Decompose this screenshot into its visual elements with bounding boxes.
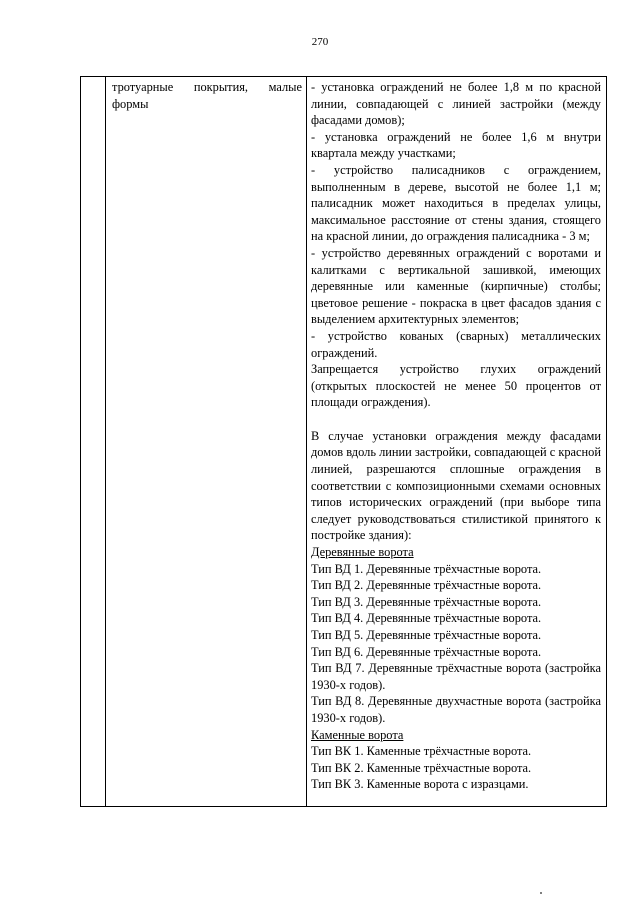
prohibition-text: Запрещается устройство глухих ограждений (открытых плоскостей не менее 50 процентов от площади ограждения). xyxy=(311,362,601,410)
list-item: - установка ограждений не более 1,8 м по красной линии, совпадающей с линией застройки (между фасадами домов); xyxy=(311,80,601,128)
content-cell xyxy=(307,77,607,807)
category-cell xyxy=(106,77,307,807)
list-item: - устройство палисадников с ограждением, выполненным в дереве, высотой не более 1,1 м; палисадник может находиться в пределах улицы, максимальное расстояние от стены здания, стоящего на красной линии, до ограждения палисадника - 3 м; xyxy=(311,162,601,244)
wooden-gates-heading: Деревянные ворота xyxy=(311,545,414,560)
list-item: Тип ВД 4. Деревянные трёхчастные ворота. xyxy=(311,611,542,626)
list-item: Тип ВК 1. Каменные трёхчастные ворота. xyxy=(311,744,532,759)
list-item: Тип ВД 2. Деревянные трёхчастные ворота. xyxy=(311,578,542,593)
page-number: 270 xyxy=(311,36,329,48)
list-item: Тип ВК 2. Каменные трёхчастные ворота. xyxy=(311,760,532,775)
list-item: Тип ВД 7. Деревянные трёхчастные ворота (застройка 1930-х годов). xyxy=(311,661,601,692)
list-item: Тип ВД 5. Деревянные трёхчастные ворота. xyxy=(311,628,542,642)
row-label: тротуарные покрытия, малые формы xyxy=(112,80,302,111)
list-item: Тип ВД 1. Деревянные трёхчастные ворота. xyxy=(311,561,542,576)
list-item: Тип ВК 3. Каменные ворота с изразцами. xyxy=(311,777,529,792)
list-item: Тип ВД 6. Деревянные трёхчастные ворота. xyxy=(311,644,542,659)
list-item: Тип ВД 8. Деревянные двухчастные ворота (застройка 1930-х годов). xyxy=(311,694,601,725)
spacer xyxy=(311,411,601,428)
stone-gates-heading: Каменные ворота xyxy=(311,727,404,742)
table-row xyxy=(81,77,607,807)
list-item: - установка ограждений не более 1,6 м внутри квартала между участками; xyxy=(311,129,601,161)
list-item: - устройство деревянных ограждений с воротами и калитками с вертикальной зашивкой, имеющих деревянные или каменные (кирпичные) столбы; цветовое решение - покраска в цвет фасадов здания с выделением архитектурных элементов; xyxy=(311,245,601,327)
list-item: - устройство кованых (сварных) металлических ограждений. xyxy=(311,328,601,360)
regulations-table xyxy=(80,76,607,807)
list-item: Тип ВД 3. Деревянные трёхчастные ворота. xyxy=(311,594,542,609)
scan-speck xyxy=(540,892,542,894)
empty-cell xyxy=(81,77,106,807)
intro-paragraph: В случае установки ограждения между фасадами домов вдоль линии застройки, совпадающей с красной линией, разрешаются сплошные ограждения в соответствии с композиционными схемами основных типов исторических ограждений (при выборе типа следует руководствоваться стилистикой принятого к постройке здания): xyxy=(311,428,601,543)
